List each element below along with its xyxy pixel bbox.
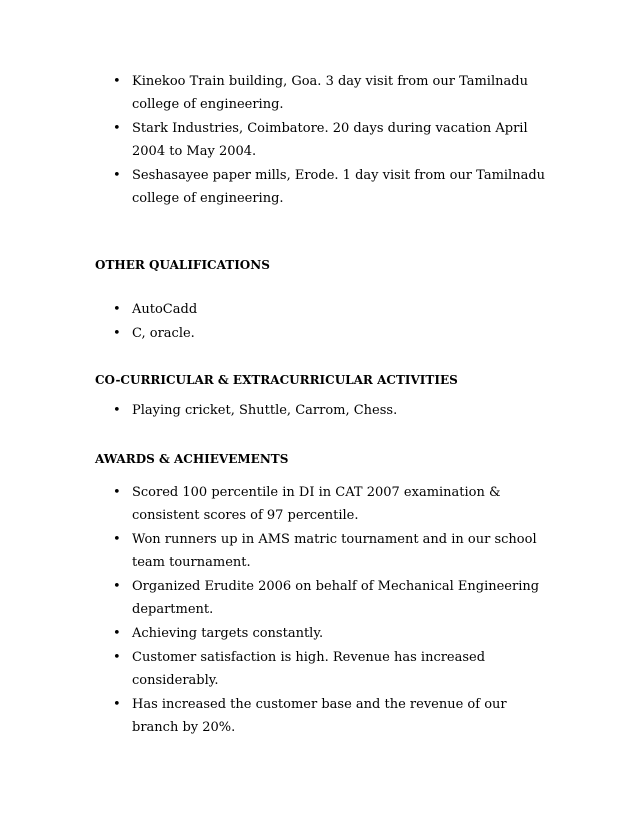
industrial-visits-list bbox=[0, 70, 638, 211]
bullet-icon: • bbox=[113, 485, 121, 500]
list-item bbox=[0, 322, 638, 345]
list-item bbox=[0, 622, 638, 645]
list-item-text: Scored 100 percentile in DI in CAT 2007 examination & consistent scores of 97 percentile. bbox=[132, 485, 501, 523]
awards-heading: AWARDS & ACHIEVEMENTS bbox=[95, 452, 289, 466]
activities-heading: CO-CURRICULAR & EXTRACURRICULAR ACTIVITIES bbox=[95, 373, 458, 387]
list-item bbox=[0, 70, 638, 116]
list-item bbox=[0, 164, 638, 210]
list-item bbox=[0, 646, 638, 692]
list-item-text: Seshasayee paper mills, Erode. 1 day visit from our Tamilnadu college of engineering. bbox=[132, 168, 546, 206]
list-item-text: Kinekoo Train building, Goa. 3 day visit from our Tamilnadu college of engineering. bbox=[132, 74, 528, 112]
list-item bbox=[0, 399, 638, 422]
list-item-text: Customer satisfaction is high. Revenue has increased considerably. bbox=[132, 650, 486, 688]
activities-list bbox=[0, 399, 638, 423]
list-item-text: Has increased the customer base and the revenue of our branch by 20%. bbox=[132, 697, 507, 735]
list-item-text: Playing cricket, Shuttle, Carrom, Chess. bbox=[132, 403, 398, 418]
list-item-text: Won runners up in AMS matric tournament and in our school team tournament. bbox=[132, 532, 537, 570]
bullet-icon: • bbox=[113, 326, 121, 341]
list-item-text: Achieving targets constantly. bbox=[132, 626, 324, 641]
awards-list bbox=[0, 481, 638, 740]
list-item-text: C, oracle. bbox=[132, 326, 195, 341]
other-qualifications-heading: OTHER QUALIFICATIONS bbox=[95, 258, 270, 272]
bullet-icon: • bbox=[113, 403, 121, 418]
bullet-icon: • bbox=[113, 168, 121, 183]
list-item-text: Stark Industries, Coimbatore. 20 days during vacation April 2004 to May 2004. bbox=[132, 121, 528, 159]
list-item bbox=[0, 528, 638, 574]
other-qualifications-list bbox=[0, 298, 638, 346]
bullet-icon: • bbox=[113, 697, 121, 712]
list-item bbox=[0, 481, 638, 527]
list-item bbox=[0, 298, 638, 321]
bullet-icon: • bbox=[113, 532, 121, 547]
list-item-text: Organized Erudite 2006 on behalf of Mechanical Engineering department. bbox=[132, 579, 540, 617]
list-item bbox=[0, 117, 638, 163]
list-item bbox=[0, 575, 638, 621]
bullet-icon: • bbox=[113, 579, 121, 594]
bullet-icon: • bbox=[113, 302, 121, 317]
bullet-icon: • bbox=[113, 626, 121, 641]
bullet-icon: • bbox=[113, 121, 121, 136]
bullet-icon: • bbox=[113, 650, 121, 665]
list-item-text: AutoCadd bbox=[132, 302, 198, 317]
bullet-icon: • bbox=[113, 74, 121, 89]
list-item bbox=[0, 693, 638, 739]
